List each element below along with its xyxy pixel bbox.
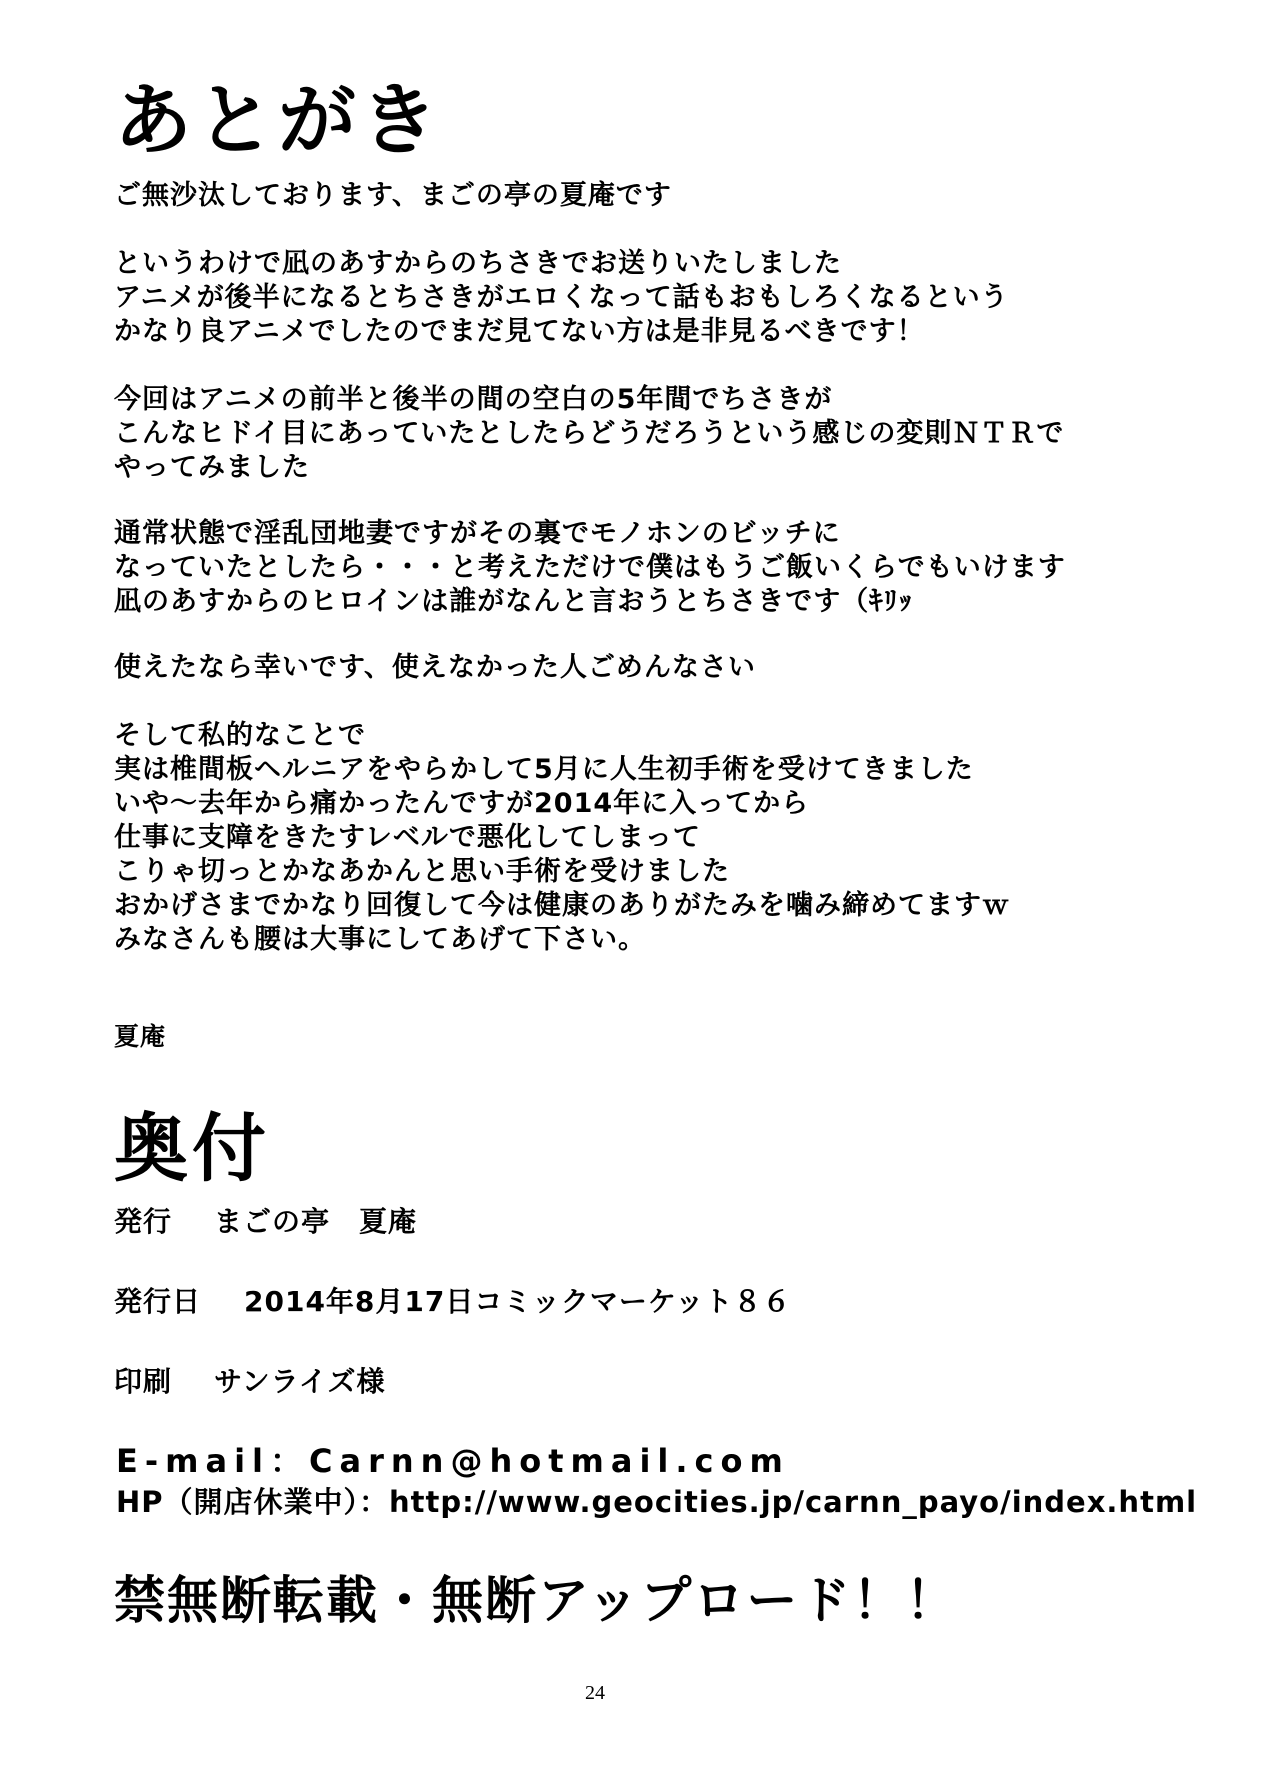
afterword-line: ご無沙汰しております、まごの亭の夏庵です [114,180,672,211]
afterword-line: 使えたなら幸いです、使えなかった人ごめんなさい [114,652,756,683]
colophon-heading: 奥付 [114,1106,270,1192]
afterword-line: 仕事に支障をきたすレベルで悪化してしまって [114,822,701,853]
afterword-line: 通常状態で淫乱団地妻ですがその裏でモノホンのビッチに [114,518,841,549]
contact-email: E-mail：Carnn@hotmail.com [116,1442,790,1480]
reprint-warning: 禁無断転載・無断アップロード！！ [114,1572,959,1631]
afterword-line: みなさんも腰は大事にしてあげて下さい。 [114,924,646,955]
date-label: 発行日 [114,1285,202,1318]
afterword-heading: あとがき [114,76,443,166]
afterword-line: 今回はアニメの前半と後半の間の空白の5年間でちさきが [114,384,833,415]
afterword-line: こんなヒドイ目にあっていたとしたらどうだろうという感じの変則ＮＴＲで [114,418,1065,449]
afterword-line: アニメが後半になるとちさきがエロくなって話もおもしろくなるという [114,282,1009,313]
publisher-value: まごの亭 夏庵 [214,1205,418,1238]
colophon-printer [114,1365,386,1398]
printer-label: 印刷 [114,1365,173,1398]
afterword-line: いや～去年から痛かったんですが2014年に入ってから [114,788,810,819]
page-number: 24 [585,1682,605,1704]
afterword-line: こりゃ切っとかなあかんと思い手術を受けました [114,856,730,887]
afterword-line: かなり良アニメでしたのでまだ見てない方は是非見るべきです！ [114,316,925,347]
afterword-line: 凪のあすからのヒロインは誰がなんと言おうとちさきです（ｷﾘｯ [114,586,913,617]
contact-homepage: HP（開店休業中）：http://www.geocities.jp/carnn_payo/index.html [116,1485,1198,1519]
colophon-date [114,1285,792,1318]
printer-value: サンライズ様 [214,1365,386,1398]
afterword-line: おかげさまでかなり回復して今は健康のありがたみを噛み締めてますｗ [114,890,1010,921]
afterword-signature: 夏庵 [114,1022,167,1051]
afterword-line: やってみました [114,452,310,483]
date-value: 2014年8月17日コミックマーケット８６ [244,1285,792,1318]
afterword-line: なっていたとしたら・・・と考えただけで僕はもうご飯いくらでもいけます [114,552,1066,583]
colophon-publisher [114,1205,418,1238]
afterword-line: 実は椎間板ヘルニアをやらかして5月に人生初手術を受けてきました [114,754,974,785]
publisher-label: 発行 [114,1205,173,1238]
afterword-line: そして私的なことで [114,720,366,751]
afterword-line: というわけで凪のあすからのちさきでお送りいたしました [114,248,842,279]
